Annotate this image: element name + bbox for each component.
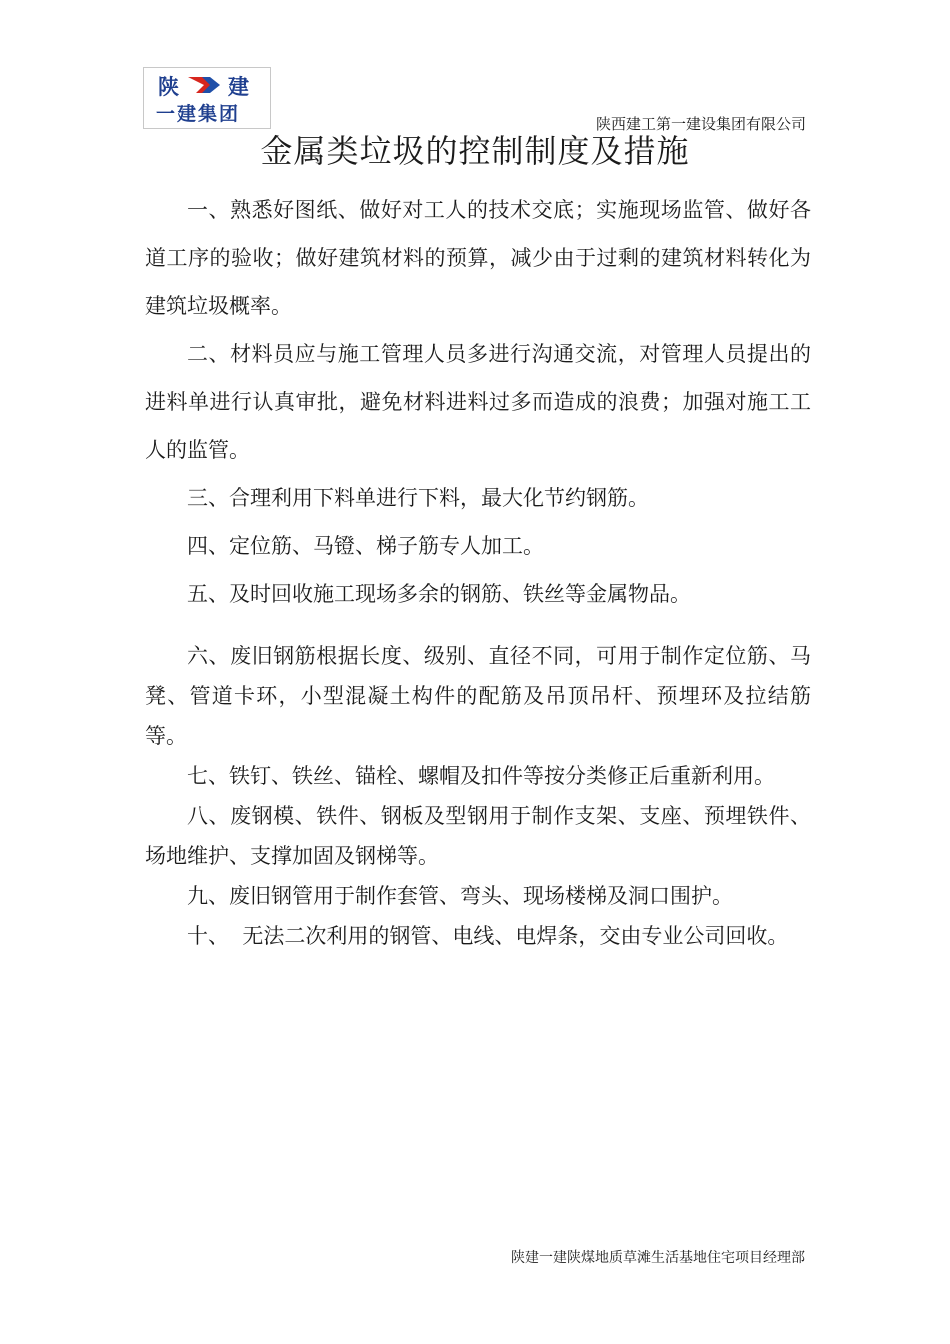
paragraph-2: 二、材料员应与施工管理人员多进行沟通交流，对管理人员提出的进料单进行认真审批，避免材料进料过多而造成的浪费；加强对施工工人的监管。 bbox=[145, 342, 811, 462]
footer-department: 陕建一建陕煤地质草滩生活基地住宅项目经理部 bbox=[511, 1250, 805, 1266]
paragraph-5: 五、及时回收施工现场多余的钢筋、铁丝等金属物品。 bbox=[187, 582, 691, 606]
logo-graphic bbox=[144, 68, 270, 128]
paragraph-1: 一、熟悉好图纸、做好对工人的技术交底；实施现场监管、做好各道工序的验收；做好建筑材料的预算，减少由于过剩的建筑材料转化为建筑垃圾概率。 bbox=[145, 198, 811, 318]
document-body-group-1 bbox=[145, 186, 811, 618]
paragraph-6: 六、废旧钢筋根据长度、级别、直径不同，可用于制作定位筋、马凳、管道卡环，小型混凝土构件的配筋及吊顶吊杆、预埋环及拉结筋等。 bbox=[145, 644, 811, 748]
logo-char-left: 陕 bbox=[158, 75, 179, 99]
logo-subtitle: 一建集团 bbox=[156, 103, 241, 125]
paragraph-9: 九、废旧钢管用于制作套管、弯头、现场楼梯及洞口围护。 bbox=[187, 884, 733, 908]
paragraph-3: 三、合理利用下料单进行下料，最大化节约钢筋。 bbox=[187, 486, 649, 510]
document-body-group-2 bbox=[145, 636, 811, 956]
paragraph-10: 十、 无法二次利用的钢管、电线、电焊条，交由专业公司回收。 bbox=[187, 924, 789, 948]
logo-char-right: 建 bbox=[228, 75, 249, 99]
paragraph-7: 七、铁钉、铁丝、锚栓、螺帽及扣件等按分类修正后重新利用。 bbox=[187, 764, 775, 788]
paragraph-8: 八、废钢模、铁件、钢板及型钢用于制作支架、支座、预埋铁件、场地维护、支撑加固及钢梯等。 bbox=[145, 804, 811, 868]
company-name: 陕西建工第一建设集团有限公司 bbox=[595, 115, 806, 133]
logo-mark-icon bbox=[188, 77, 220, 93]
paragraph-4: 四、定位筋、马镫、梯子筋专人加工。 bbox=[187, 534, 544, 558]
document-title: 金属类垃圾的控制制度及措施 bbox=[260, 132, 690, 170]
company-logo bbox=[143, 67, 271, 129]
